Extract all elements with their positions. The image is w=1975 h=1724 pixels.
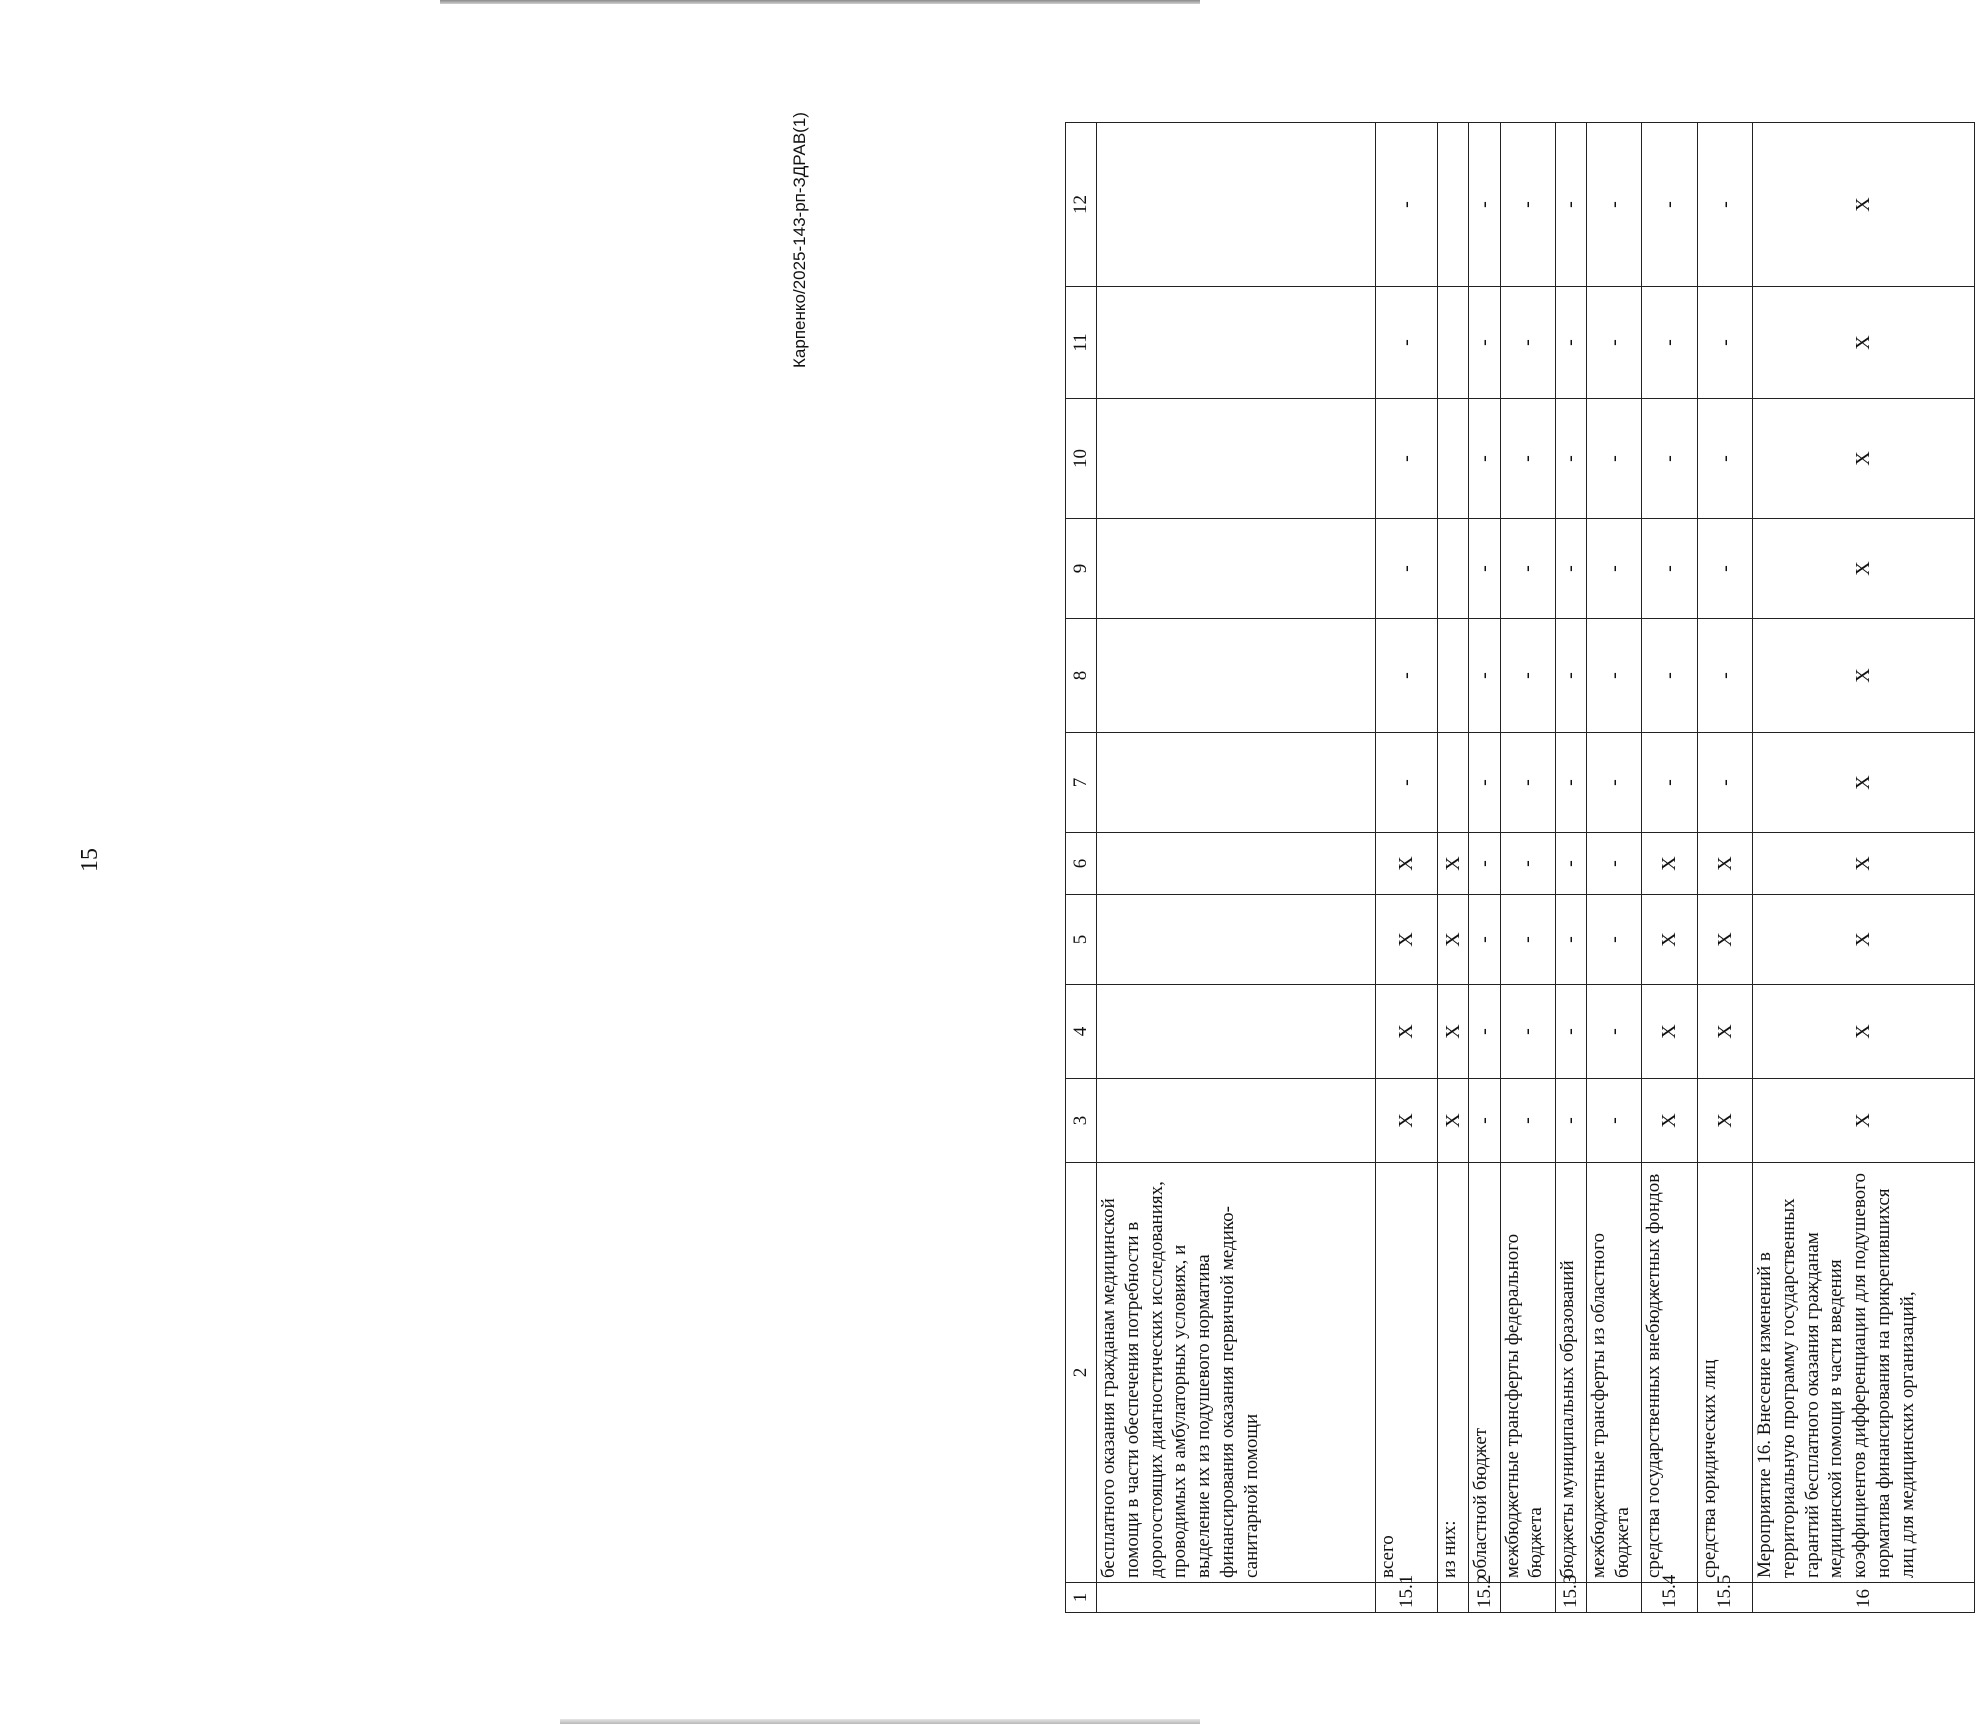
value-cell: - <box>1586 733 1641 833</box>
value-cell: - <box>1586 985 1641 1079</box>
value-cell: - <box>1586 287 1641 399</box>
table-row <box>1642 123 1697 1613</box>
row-number: 15.4 <box>1642 1583 1697 1613</box>
scan-edge-bottom <box>560 1719 1200 1724</box>
row-name: бюджеты муниципальных образований <box>1555 1163 1586 1583</box>
value-cell: - <box>1469 1079 1500 1163</box>
value-cell: - <box>1500 123 1555 287</box>
value-cell: - <box>1469 733 1500 833</box>
value-cell: - <box>1586 123 1641 287</box>
row-number: 15.3 <box>1555 1583 1586 1613</box>
value-cell: - <box>1469 895 1500 985</box>
value-cell: - <box>1555 519 1586 619</box>
header-cell: 2 <box>1066 1163 1097 1583</box>
row-number: 15.5 <box>1697 1583 1752 1613</box>
table-row <box>1697 123 1752 1613</box>
value-cell: - <box>1376 519 1438 619</box>
value-cell: - <box>1469 287 1500 399</box>
value-cell: X <box>1753 985 1975 1079</box>
value-cell: - <box>1642 123 1697 287</box>
value-cell: X <box>1642 895 1697 985</box>
row-name: средства юридических лиц <box>1697 1163 1752 1583</box>
value-cell: - <box>1376 123 1438 287</box>
value-cell: X <box>1642 985 1697 1079</box>
value-cell: X <box>1753 399 1975 519</box>
value-cell: - <box>1469 399 1500 519</box>
header-cell: 3 <box>1066 1079 1097 1163</box>
scan-edge-top <box>440 0 1200 4</box>
row-name: межбюджетные трансферты из областного бюджета <box>1586 1163 1641 1583</box>
header-cell: 9 <box>1066 519 1097 619</box>
value-cell: X <box>1438 895 1469 985</box>
value-cell: - <box>1555 833 1586 895</box>
value-cell: - <box>1500 399 1555 519</box>
row-name: областной бюджет <box>1469 1163 1500 1583</box>
value-cell: - <box>1586 519 1641 619</box>
value-cell: - <box>1697 733 1752 833</box>
value-cell: - <box>1555 895 1586 985</box>
value-cell: - <box>1586 619 1641 733</box>
value-cell: X <box>1642 1079 1697 1163</box>
value-cell: X <box>1697 1079 1752 1163</box>
table-row <box>1376 123 1438 1613</box>
value-cell: - <box>1586 895 1641 985</box>
value-cell: X <box>1376 985 1438 1079</box>
row-name: средства государственных внебюджетных фондов <box>1642 1163 1697 1583</box>
value-cell: X <box>1376 1079 1438 1163</box>
row-number <box>1500 1583 1555 1613</box>
value-cell: - <box>1376 619 1438 733</box>
value-cell: X <box>1753 895 1975 985</box>
value-cell <box>1438 619 1469 733</box>
value-cell: - <box>1586 833 1641 895</box>
document-code: Карпенко/2025-143-рп-ЗДРАВ(1) <box>790 112 809 368</box>
table-row <box>1097 123 1376 1613</box>
value-cell <box>1438 399 1469 519</box>
value-cell: X <box>1438 1079 1469 1163</box>
value-cell: X <box>1642 833 1697 895</box>
value-cell: X <box>1438 833 1469 895</box>
row-number: 15.1 <box>1376 1583 1438 1613</box>
row-name: всего <box>1376 1163 1438 1583</box>
value-cell: - <box>1697 287 1752 399</box>
value-cell: - <box>1586 399 1641 519</box>
value-cell: - <box>1555 287 1586 399</box>
value-cell: - <box>1697 399 1752 519</box>
table-header-row <box>1066 123 1097 1613</box>
header-cell: 4 <box>1066 985 1097 1079</box>
value-cell: X <box>1697 985 1752 1079</box>
value-cell: - <box>1376 733 1438 833</box>
value-cell: X <box>1753 519 1975 619</box>
value-cell <box>1097 833 1376 895</box>
header-cell: 7 <box>1066 733 1097 833</box>
value-cell <box>1097 619 1376 733</box>
value-cell: - <box>1586 1079 1641 1163</box>
header-cell: 8 <box>1066 619 1097 733</box>
value-cell: - <box>1500 833 1555 895</box>
header-cell: 1 <box>1066 1583 1097 1613</box>
table-row <box>1555 123 1586 1613</box>
value-cell: - <box>1500 1079 1555 1163</box>
table-row <box>1753 123 1975 1613</box>
value-cell: X <box>1753 619 1975 733</box>
value-cell: - <box>1642 733 1697 833</box>
value-cell: - <box>1469 985 1500 1079</box>
value-cell: X <box>1753 287 1975 399</box>
value-cell: - <box>1376 287 1438 399</box>
header-cell: 6 <box>1066 833 1097 895</box>
value-cell: - <box>1642 519 1697 619</box>
value-cell <box>1097 519 1376 619</box>
header-cell: 5 <box>1066 895 1097 985</box>
row-number <box>1097 1583 1376 1613</box>
value-cell: - <box>1500 895 1555 985</box>
value-cell: X <box>1376 895 1438 985</box>
value-cell <box>1097 985 1376 1079</box>
value-cell: - <box>1469 833 1500 895</box>
value-cell: - <box>1697 619 1752 733</box>
value-cell: - <box>1555 1079 1586 1163</box>
value-cell: X <box>1753 123 1975 287</box>
row-number <box>1438 1583 1469 1613</box>
value-cell <box>1438 287 1469 399</box>
value-cell <box>1097 287 1376 399</box>
value-cell: - <box>1555 619 1586 733</box>
value-cell <box>1438 733 1469 833</box>
value-cell: - <box>1697 123 1752 287</box>
row-number: 15.2 <box>1469 1583 1500 1613</box>
value-cell: - <box>1500 985 1555 1079</box>
value-cell <box>1097 123 1376 287</box>
value-cell: - <box>1500 733 1555 833</box>
table-row <box>1438 123 1469 1613</box>
value-cell: - <box>1500 519 1555 619</box>
row-name: бесплатного оказания гражданам медицинской помощи в части обеспечения потребности в дорогостоящих диагностических исследованиях, проводимых в амбулаторных условиях, и выделение их из подушевого норматива финансирования оказания первичной медико-санитарной помощи <box>1097 1163 1376 1583</box>
row-number: 16 <box>1753 1583 1975 1613</box>
row-name: из них: <box>1438 1163 1469 1583</box>
page-number: 15 <box>77 848 103 872</box>
value-cell: X <box>1376 833 1438 895</box>
table-row <box>1500 123 1555 1613</box>
row-name: Мероприятие 16. Внесение изменений в территориальную программу государственных гарантий бесплатного оказания гражданам медицинской помощи в части введения коэффициентов дифференциации для подушевого норматива финансирования на прикрепившихся лиц для медицинских организаций, <box>1753 1163 1975 1583</box>
value-cell: X <box>1753 1079 1975 1163</box>
table-row <box>1586 123 1641 1613</box>
value-cell: X <box>1753 833 1975 895</box>
value-cell: - <box>1500 619 1555 733</box>
rotated-table-container <box>1065 123 1975 1613</box>
header-cell: 10 <box>1066 399 1097 519</box>
value-cell: X <box>1697 895 1752 985</box>
value-cell: X <box>1438 985 1469 1079</box>
value-cell: - <box>1555 733 1586 833</box>
value-cell <box>1097 399 1376 519</box>
value-cell: - <box>1642 619 1697 733</box>
data-table <box>1065 122 1975 1613</box>
value-cell: - <box>1469 519 1500 619</box>
value-cell <box>1097 733 1376 833</box>
header-cell: 11 <box>1066 287 1097 399</box>
value-cell: X <box>1697 833 1752 895</box>
row-name: межбюджетные трансферты федерального бюджета <box>1500 1163 1555 1583</box>
value-cell: - <box>1555 123 1586 287</box>
value-cell <box>1097 1079 1376 1163</box>
value-cell: - <box>1697 519 1752 619</box>
value-cell: - <box>1469 123 1500 287</box>
value-cell <box>1438 519 1469 619</box>
value-cell: - <box>1555 985 1586 1079</box>
table-row <box>1469 123 1500 1613</box>
value-cell: - <box>1642 399 1697 519</box>
value-cell: - <box>1555 399 1586 519</box>
row-number <box>1586 1583 1641 1613</box>
value-cell: X <box>1753 733 1975 833</box>
value-cell: - <box>1500 287 1555 399</box>
value-cell: - <box>1376 399 1438 519</box>
value-cell <box>1097 895 1376 985</box>
header-cell: 12 <box>1066 123 1097 287</box>
value-cell: - <box>1642 287 1697 399</box>
value-cell: - <box>1469 619 1500 733</box>
value-cell <box>1438 123 1469 287</box>
